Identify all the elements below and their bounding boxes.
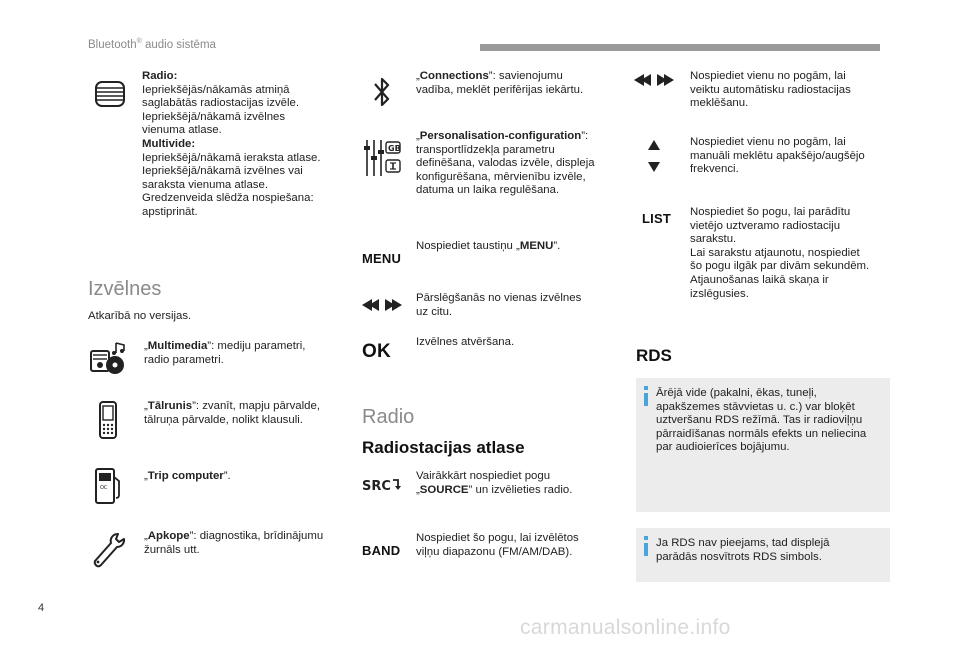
- radio-rotary-text: [142, 70, 321, 220]
- rotary-wheel-icon: [92, 74, 128, 114]
- watermark: carmanualsonline.info: [520, 616, 731, 639]
- text-line: konfigurēšana, mērvienību izvēle,: [416, 170, 586, 183]
- wrench-icon: [88, 530, 128, 570]
- text-line: vietējo uztveramo radiostaciju: [690, 219, 841, 232]
- text-line: Ja RDS nav pieejams, tad displejā: [656, 537, 830, 549]
- text-line: šo pogu ilgāk par divām sekundēm.: [690, 260, 870, 273]
- auto-seek-entry: [632, 70, 851, 111]
- personalisation-entry: GB „Personalisation-configuration”: transportlīdzekļa parametru definēšana, valodas izvēle, displeja konfigurēšana, mērvienību izvēle, datuma un laika regulēšana.: [362, 130, 595, 198]
- list-button-icon: LIST: [642, 210, 671, 226]
- radio-heading: Radio: [362, 406, 415, 428]
- band-entry: BAND Nospiediet šo pogu, lai izvēlētos viļņu diapazonu (FM/AM/DAB).: [362, 532, 579, 560]
- multimedia-label: Multimedia: [147, 340, 208, 352]
- text-line: apakšzemes stāvvietas u. c.) var bloķēt: [656, 400, 855, 413]
- text-line: apstiprināt.: [142, 205, 198, 218]
- text-line: Iepriekšējās/nākamās atmiņā: [142, 83, 290, 96]
- personalisation-label: Personalisation-configuration: [419, 130, 582, 142]
- text-line: par audioierīces bojājumu.: [656, 441, 790, 454]
- text-line: Lai sarakstu atjaunotu, nospiediet: [690, 246, 860, 259]
- service-label: Apkope: [147, 530, 190, 542]
- text-line: Nospiediet šo pogu, lai parādītu: [690, 206, 851, 218]
- ok-entry: OK Izvēlnes atvēršana.: [362, 336, 515, 362]
- left-right-arrows-icon: [362, 292, 402, 318]
- radio-rotary-entry: [92, 70, 321, 220]
- svg-text:SRC: SRC: [362, 479, 391, 494]
- connections-label: Connections: [419, 70, 489, 82]
- fuel-pump-icon: [88, 466, 128, 506]
- text-line: Radio:: [142, 70, 178, 82]
- text-line: saraksta vienuma atlase.: [142, 178, 268, 191]
- text-line: frekvenci.: [690, 163, 739, 176]
- rds-heading: RDS: [636, 346, 672, 365]
- info-icon: [644, 386, 648, 406]
- text-line: datuma un laika regulēšana.: [416, 184, 560, 197]
- text-line: Nospiediet vienu no pogām, lai: [690, 70, 846, 82]
- text-line: Nospiediet vienu no pogām, lai: [690, 136, 846, 148]
- menu-button-icon: MENU: [362, 250, 402, 266]
- text-line: transportlīdzekļa parametru: [416, 143, 555, 156]
- text-line: vienuma atlase.: [142, 124, 222, 137]
- text-line: uztveršanu RDS režīmā. Tas ir radioviļņu: [656, 414, 863, 427]
- text-line: izslēgusies.: [690, 287, 749, 300]
- settings-sliders-icon: [362, 136, 402, 180]
- phone-icon: [88, 400, 128, 440]
- svg-text:GB: GB: [388, 144, 401, 153]
- text-line: Gredzenveida slēdža nospiešana:: [142, 192, 314, 205]
- text-line: Ārējā vide (pakalni, ēkas, tuneļi,: [656, 387, 817, 399]
- info-icon: [644, 536, 648, 556]
- svg-text:OC: OC: [100, 485, 108, 491]
- trip-computer-entry: OC „Trip computer”.: [88, 466, 231, 506]
- text-line: Iepriekšējā/nākamā izvēlnes vai: [142, 165, 303, 178]
- multimedia-icon: [88, 340, 128, 376]
- seek-arrows-icon: [632, 70, 676, 90]
- text-line: definēšana, valodas izvēle, displeja: [416, 157, 595, 170]
- text-line: meklēšanu.: [690, 97, 749, 110]
- phone-label: Tālrunis: [147, 400, 193, 412]
- phone-entry: „Tālrunis”: zvanīt, mapju pārvalde, tālruņa pārvalde, nolikt klausuli.: [88, 400, 320, 440]
- source-button-icon: [362, 472, 402, 498]
- running-header: Bluetooth® audio sistēma: [88, 38, 216, 51]
- text-line: veiktu automātisku radiostacijas: [690, 83, 851, 96]
- rds-note-1: [636, 378, 890, 512]
- ok-button-icon: OK: [362, 341, 391, 362]
- menu-switch-entry: Pārslēgšanās no vienas izvēlnes uz citu.: [362, 292, 581, 319]
- band-button-icon: BAND: [362, 542, 401, 558]
- bluetooth-icon: [362, 72, 402, 112]
- connections-entry: „Connections”: savienojumu vadība, meklēt perifērijas iekārtu.: [362, 70, 583, 112]
- page-number: 4: [38, 602, 45, 614]
- text-line: Multivide:: [142, 137, 196, 150]
- list-entry: [632, 206, 869, 301]
- text-line: parādās nosvītrots RDS simbols.: [656, 550, 822, 563]
- text-line: Iepriekšējā/nākamā ieraksta atlase.: [142, 151, 321, 164]
- menus-subtitle: Atkarībā no versijas.: [88, 310, 192, 322]
- menu-button-entry: MENU Nospiediet taustiņu „MENU”.: [362, 240, 560, 268]
- up-down-arrows-icon: [632, 136, 676, 176]
- text-line: Iepriekšējā/nākamā izvēlnes: [142, 110, 286, 123]
- text-line: Atjaunošanas laikā skaņa ir: [690, 273, 829, 286]
- trip-computer-label: Trip computer: [147, 470, 224, 482]
- header-bar: [480, 44, 880, 51]
- multimedia-entry: „Multimedia”: mediju parametri, radio parametri.: [88, 340, 305, 376]
- menus-heading: Izvēlnes: [88, 278, 162, 300]
- manual-seek-entry: [632, 136, 865, 177]
- station-selection-heading: Radiostacijas atlase: [362, 438, 525, 457]
- source-entry: SRC Vairākkārt nospiediet pogu „SOURCE” un izvēlieties radio.: [362, 470, 572, 498]
- text-line: manuāli meklētu apakšējo/augšējo: [690, 149, 865, 162]
- text-line: sarakstu.: [690, 233, 737, 246]
- rds-note-2: [636, 528, 890, 582]
- service-entry: „Apkope”: diagnostika, brīdinājumu žurnāls utt.: [88, 530, 323, 570]
- text-line: pārraidīšanas normāls efekts un neliecina: [656, 427, 867, 440]
- text-line: saglabātās radiostacijas izvēle.: [142, 97, 300, 110]
